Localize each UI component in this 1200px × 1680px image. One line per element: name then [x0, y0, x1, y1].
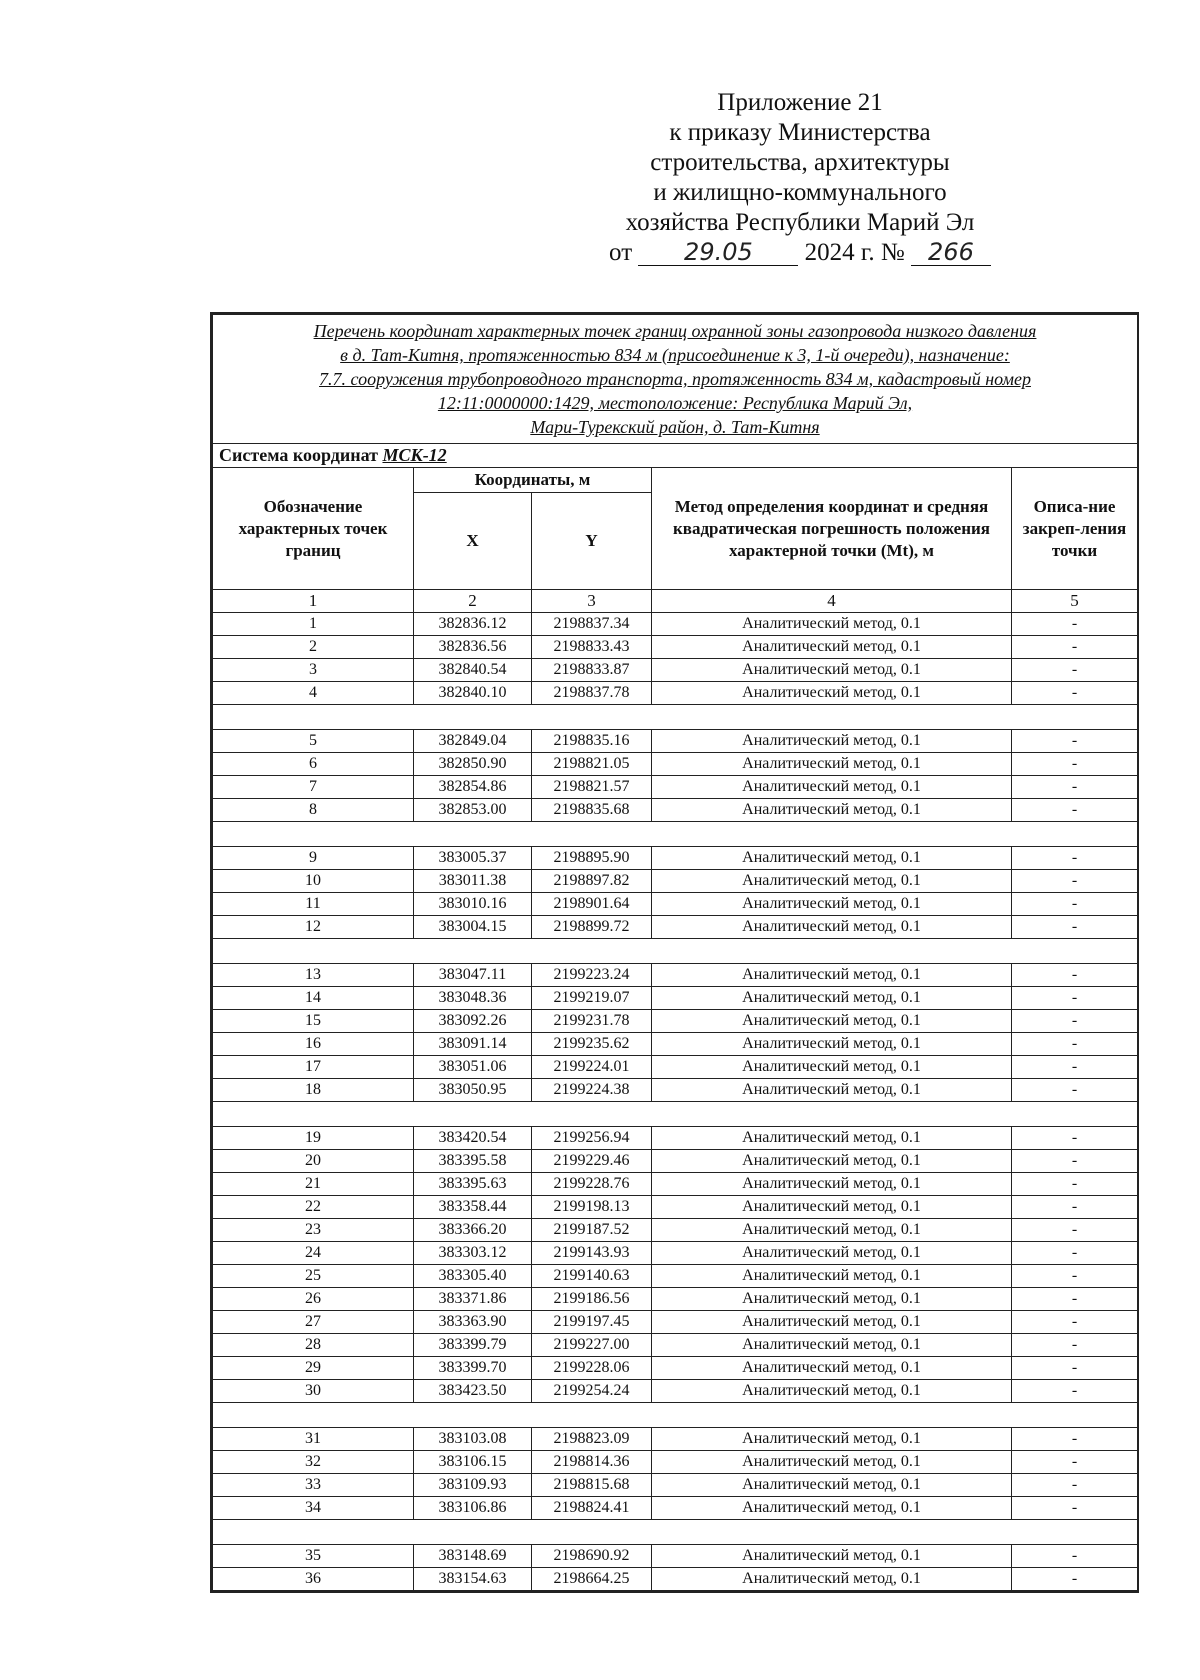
appendix-header [560, 88, 1040, 268]
group-separator-row [213, 1520, 1138, 1545]
fixing-description: - [1012, 1380, 1138, 1403]
fixing-description: - [1012, 799, 1138, 822]
coord-x: 382850.90 [414, 753, 532, 776]
separator-cell [213, 705, 1138, 730]
separator-cell [213, 1520, 1138, 1545]
coord-y: 2198690.92 [532, 1545, 652, 1568]
fixing-description: - [1012, 1242, 1138, 1265]
coord-x: 383106.86 [414, 1497, 532, 1520]
method: Аналитический метод, 0.1 [652, 1497, 1012, 1520]
coord-x: 382853.00 [414, 799, 532, 822]
coord-x: 382840.10 [414, 682, 532, 705]
group-separator-row [213, 1102, 1138, 1127]
coord-x: 383005.37 [414, 847, 532, 870]
table-title-line-5: Мари-Турекский район, д. Тат-Китня [530, 417, 820, 437]
point-number: 20 [213, 1150, 414, 1173]
point-number: 17 [213, 1056, 414, 1079]
coord-x: 383399.79 [414, 1334, 532, 1357]
method: Аналитический метод, 0.1 [652, 776, 1012, 799]
coord-x: 382854.86 [414, 776, 532, 799]
table-title-line-3: 7.7. сооружения трубопроводного транспорта, протяженность 834 м, кадастровый номер [319, 369, 1031, 389]
coord-y: 2198821.05 [532, 753, 652, 776]
table-row [213, 964, 1138, 987]
coord-y: 2199143.93 [532, 1242, 652, 1265]
fixing-description: - [1012, 753, 1138, 776]
separator-cell [213, 1403, 1138, 1428]
table-row [213, 1196, 1138, 1219]
coord-y: 2198899.72 [532, 916, 652, 939]
table-row [213, 799, 1138, 822]
fixing-description: - [1012, 1010, 1138, 1033]
point-number: 36 [213, 1568, 414, 1591]
point-number: 5 [213, 730, 414, 753]
coord-y: 2199224.38 [532, 1079, 652, 1102]
fixing-description: - [1012, 1568, 1138, 1591]
fixing-description: - [1012, 682, 1138, 705]
point-number: 18 [213, 1079, 414, 1102]
method: Аналитический метод, 0.1 [652, 1568, 1012, 1591]
separator-cell [213, 1102, 1138, 1127]
coord-x: 383363.90 [414, 1311, 532, 1334]
point-number: 1 [213, 613, 414, 636]
fixing-description: - [1012, 1150, 1138, 1173]
column-number-row [213, 590, 1138, 613]
table-row [213, 1334, 1138, 1357]
point-number: 19 [213, 1127, 414, 1150]
coord-y: 2198664.25 [532, 1568, 652, 1591]
coord-y: 2198833.87 [532, 659, 652, 682]
coord-y: 2199227.00 [532, 1334, 652, 1357]
table-row [213, 1428, 1138, 1451]
fixing-description: - [1012, 847, 1138, 870]
point-number: 12 [213, 916, 414, 939]
point-number: 29 [213, 1357, 414, 1380]
coord-x: 383106.15 [414, 1451, 532, 1474]
point-number: 9 [213, 847, 414, 870]
coord-y: 2198837.78 [532, 682, 652, 705]
coord-y: 2198815.68 [532, 1474, 652, 1497]
coord-y: 2199229.46 [532, 1150, 652, 1173]
point-number: 35 [213, 1545, 414, 1568]
method: Аналитический метод, 0.1 [652, 964, 1012, 987]
table-row [213, 1311, 1138, 1334]
appendix-title: Приложение 21 [717, 89, 883, 116]
coordinates-table [212, 314, 1138, 1591]
appendix-line-5: хозяйства Республики Марий Эл [625, 209, 975, 236]
header-y: Y [532, 493, 652, 590]
method: Аналитический метод, 0.1 [652, 682, 1012, 705]
fixing-description: - [1012, 730, 1138, 753]
method: Аналитический метод, 0.1 [652, 1474, 1012, 1497]
coord-x: 383154.63 [414, 1568, 532, 1591]
order-date-line [560, 238, 1040, 268]
coord-x: 383109.93 [414, 1474, 532, 1497]
method: Аналитический метод, 0.1 [652, 1265, 1012, 1288]
coord-y: 2198897.82 [532, 870, 652, 893]
method: Аналитический метод, 0.1 [652, 1334, 1012, 1357]
method: Аналитический метод, 0.1 [652, 893, 1012, 916]
fixing-description: - [1012, 1173, 1138, 1196]
coordinates-table-frame [210, 312, 1139, 1593]
coord-x: 383399.70 [414, 1357, 532, 1380]
fixing-description: - [1012, 1265, 1138, 1288]
point-number: 8 [213, 799, 414, 822]
coordinate-system-label: Система координат [219, 445, 378, 465]
point-number: 23 [213, 1219, 414, 1242]
point-number: 32 [213, 1451, 414, 1474]
coordinate-system-row [213, 444, 1138, 468]
point-number: 10 [213, 870, 414, 893]
method: Аналитический метод, 0.1 [652, 1033, 1012, 1056]
coord-y: 2198895.90 [532, 847, 652, 870]
coord-y: 2199198.13 [532, 1196, 652, 1219]
coord-y: 2198837.34 [532, 613, 652, 636]
coord-y: 2199186.56 [532, 1288, 652, 1311]
coord-x: 383011.38 [414, 870, 532, 893]
point-number: 6 [213, 753, 414, 776]
method: Аналитический метод, 0.1 [652, 987, 1012, 1010]
table-row [213, 1242, 1138, 1265]
table-row [213, 1474, 1138, 1497]
fixing-description: - [1012, 613, 1138, 636]
method: Аналитический метод, 0.1 [652, 1242, 1012, 1265]
table-row [213, 1010, 1138, 1033]
coord-x: 383358.44 [414, 1196, 532, 1219]
date-prefix: от [609, 239, 633, 266]
group-separator-row [213, 939, 1138, 964]
point-number: 28 [213, 1334, 414, 1357]
coord-y: 2199197.45 [532, 1311, 652, 1334]
method: Аналитический метод, 0.1 [652, 1545, 1012, 1568]
coord-y: 2199140.63 [532, 1265, 652, 1288]
table-row [213, 1380, 1138, 1403]
header-method: Метод определения координат и средняя квадратическая погрешность положения характерной точки (Mt), м [652, 468, 1012, 590]
point-number: 21 [213, 1173, 414, 1196]
fixing-description: - [1012, 1127, 1138, 1150]
table-row [213, 730, 1138, 753]
group-separator-row [213, 822, 1138, 847]
point-number: 16 [213, 1033, 414, 1056]
coord-y: 2198833.43 [532, 636, 652, 659]
point-number: 15 [213, 1010, 414, 1033]
fixing-description: - [1012, 1451, 1138, 1474]
column-number: 2 [414, 590, 532, 613]
fixing-description: - [1012, 1357, 1138, 1380]
coord-y: 2198835.16 [532, 730, 652, 753]
header-coordinates: Координаты, м [414, 468, 652, 493]
coord-y: 2199224.01 [532, 1056, 652, 1079]
coord-x: 383423.50 [414, 1380, 532, 1403]
coord-y: 2198821.57 [532, 776, 652, 799]
header-x: X [414, 493, 532, 590]
separator-cell [213, 939, 1138, 964]
table-row [213, 893, 1138, 916]
point-number: 3 [213, 659, 414, 682]
point-number: 31 [213, 1428, 414, 1451]
coord-x: 383091.14 [414, 1033, 532, 1056]
appendix-line-3: строительства, архитектуры [650, 149, 950, 176]
table-row [213, 1568, 1138, 1591]
separator-cell [213, 822, 1138, 847]
coord-y: 2198824.41 [532, 1497, 652, 1520]
appendix-line-2: к приказу Министерства [669, 119, 931, 146]
coord-x: 383050.95 [414, 1079, 532, 1102]
method: Аналитический метод, 0.1 [652, 870, 1012, 893]
handwritten-order-number: 266 [911, 239, 991, 266]
method: Аналитический метод, 0.1 [652, 1079, 1012, 1102]
column-number: 4 [652, 590, 1012, 613]
fixing-description: - [1012, 1545, 1138, 1568]
table-row [213, 1150, 1138, 1173]
column-number: 1 [213, 590, 414, 613]
table-row [213, 776, 1138, 799]
point-number: 22 [213, 1196, 414, 1219]
fixing-description: - [1012, 893, 1138, 916]
group-separator-row [213, 1403, 1138, 1428]
table-row [213, 613, 1138, 636]
point-number: 30 [213, 1380, 414, 1403]
method: Аналитический метод, 0.1 [652, 1311, 1012, 1334]
table-row [213, 682, 1138, 705]
fixing-description: - [1012, 636, 1138, 659]
table-row [213, 1288, 1138, 1311]
point-number: 14 [213, 987, 414, 1010]
table-row [213, 1357, 1138, 1380]
coord-x: 383051.06 [414, 1056, 532, 1079]
point-number: 27 [213, 1311, 414, 1334]
table-title-line-1: Перечень координат характерных точек границ охранной зоны газопровода низкого давления [313, 321, 1037, 341]
table-row [213, 1056, 1138, 1079]
coord-x: 383004.15 [414, 916, 532, 939]
method: Аналитический метод, 0.1 [652, 916, 1012, 939]
point-number: 7 [213, 776, 414, 799]
table-title-line-2: в д. Тат-Китня, протяженностью 834 м (присоединение к 3, 1-й очереди), назначение: [340, 345, 1010, 365]
method: Аналитический метод, 0.1 [652, 1127, 1012, 1150]
method: Аналитический метод, 0.1 [652, 1288, 1012, 1311]
fixing-description: - [1012, 987, 1138, 1010]
coord-y: 2199219.07 [532, 987, 652, 1010]
fixing-description: - [1012, 1079, 1138, 1102]
fixing-description: - [1012, 1474, 1138, 1497]
method: Аналитический метод, 0.1 [652, 1357, 1012, 1380]
method: Аналитический метод, 0.1 [652, 613, 1012, 636]
table-row [213, 1173, 1138, 1196]
table-row [213, 1033, 1138, 1056]
table-row [213, 1127, 1138, 1150]
coord-x: 382840.54 [414, 659, 532, 682]
year-text: 2024 г. № [804, 239, 905, 266]
fixing-description: - [1012, 1056, 1138, 1079]
table-row [213, 847, 1138, 870]
method: Аналитический метод, 0.1 [652, 1010, 1012, 1033]
method: Аналитический метод, 0.1 [652, 1173, 1012, 1196]
fixing-description: - [1012, 1288, 1138, 1311]
coordinate-system-value: МСК-12 [382, 445, 447, 465]
method: Аналитический метод, 0.1 [652, 659, 1012, 682]
point-number: 13 [213, 964, 414, 987]
table-title-line-4: 12:11:0000000:1429, местоположение: Республика Марий Эл, [437, 393, 913, 413]
coord-x: 383305.40 [414, 1265, 532, 1288]
coord-x: 383366.20 [414, 1219, 532, 1242]
method: Аналитический метод, 0.1 [652, 1380, 1012, 1403]
fixing-description: - [1012, 870, 1138, 893]
coord-y: 2198823.09 [532, 1428, 652, 1451]
method: Аналитический метод, 0.1 [652, 847, 1012, 870]
table-title [213, 315, 1138, 444]
method: Аналитический метод, 0.1 [652, 1451, 1012, 1474]
fixing-description: - [1012, 964, 1138, 987]
table-row [213, 916, 1138, 939]
coord-y: 2198814.36 [532, 1451, 652, 1474]
coord-y: 2199235.62 [532, 1033, 652, 1056]
table-row [213, 987, 1138, 1010]
fixing-description: - [1012, 1033, 1138, 1056]
method: Аналитический метод, 0.1 [652, 1150, 1012, 1173]
coord-y: 2198835.68 [532, 799, 652, 822]
fixing-description: - [1012, 1219, 1138, 1242]
table-row [213, 870, 1138, 893]
fixing-description: - [1012, 1196, 1138, 1219]
table-row [213, 753, 1138, 776]
table-row [213, 1545, 1138, 1568]
table-row [213, 659, 1138, 682]
fixing-description: - [1012, 916, 1138, 939]
method: Аналитический метод, 0.1 [652, 753, 1012, 776]
coord-y: 2199228.06 [532, 1357, 652, 1380]
fixing-description: - [1012, 776, 1138, 799]
method: Аналитический метод, 0.1 [652, 1428, 1012, 1451]
fixing-description: - [1012, 1428, 1138, 1451]
group-separator-row [213, 705, 1138, 730]
point-number: 25 [213, 1265, 414, 1288]
header-description: Описа-ние закреп-ления точки [1012, 468, 1138, 590]
point-number: 34 [213, 1497, 414, 1520]
point-number: 33 [213, 1474, 414, 1497]
coord-x: 383103.08 [414, 1428, 532, 1451]
coord-x: 383395.58 [414, 1150, 532, 1173]
coord-x: 383395.63 [414, 1173, 532, 1196]
coord-y: 2199228.76 [532, 1173, 652, 1196]
column-number: 5 [1012, 590, 1138, 613]
method: Аналитический метод, 0.1 [652, 799, 1012, 822]
coord-y: 2199231.78 [532, 1010, 652, 1033]
coord-x: 383092.26 [414, 1010, 532, 1033]
method: Аналитический метод, 0.1 [652, 730, 1012, 753]
coord-y: 2199187.52 [532, 1219, 652, 1242]
coord-x: 383048.36 [414, 987, 532, 1010]
coord-x: 382836.56 [414, 636, 532, 659]
coord-y: 2199223.24 [532, 964, 652, 987]
handwritten-date: 29.05 [638, 239, 798, 266]
header-designation: Обозначение характерных точек границ [213, 468, 414, 590]
method: Аналитический метод, 0.1 [652, 1056, 1012, 1079]
table-row [213, 1265, 1138, 1288]
point-number: 11 [213, 893, 414, 916]
method: Аналитический метод, 0.1 [652, 636, 1012, 659]
coord-x: 383420.54 [414, 1127, 532, 1150]
table-row [213, 1079, 1138, 1102]
fixing-description: - [1012, 1311, 1138, 1334]
table-row [213, 1451, 1138, 1474]
coord-y: 2199254.24 [532, 1380, 652, 1403]
method: Аналитический метод, 0.1 [652, 1196, 1012, 1219]
coord-x: 382836.12 [414, 613, 532, 636]
table-row [213, 636, 1138, 659]
coord-x: 383010.16 [414, 893, 532, 916]
coord-x: 383371.86 [414, 1288, 532, 1311]
method: Аналитический метод, 0.1 [652, 1219, 1012, 1242]
table-row [213, 1219, 1138, 1242]
appendix-line-4: и жилищно-коммунального [653, 179, 947, 206]
coord-x: 383303.12 [414, 1242, 532, 1265]
coord-x: 382849.04 [414, 730, 532, 753]
coord-x: 383148.69 [414, 1545, 532, 1568]
coord-x: 383047.11 [414, 964, 532, 987]
point-number: 26 [213, 1288, 414, 1311]
table-row [213, 1497, 1138, 1520]
column-number: 3 [532, 590, 652, 613]
fixing-description: - [1012, 659, 1138, 682]
fixing-description: - [1012, 1334, 1138, 1357]
point-number: 4 [213, 682, 414, 705]
coord-y: 2198901.64 [532, 893, 652, 916]
point-number: 2 [213, 636, 414, 659]
fixing-description: - [1012, 1497, 1138, 1520]
point-number: 24 [213, 1242, 414, 1265]
coord-y: 2199256.94 [532, 1127, 652, 1150]
